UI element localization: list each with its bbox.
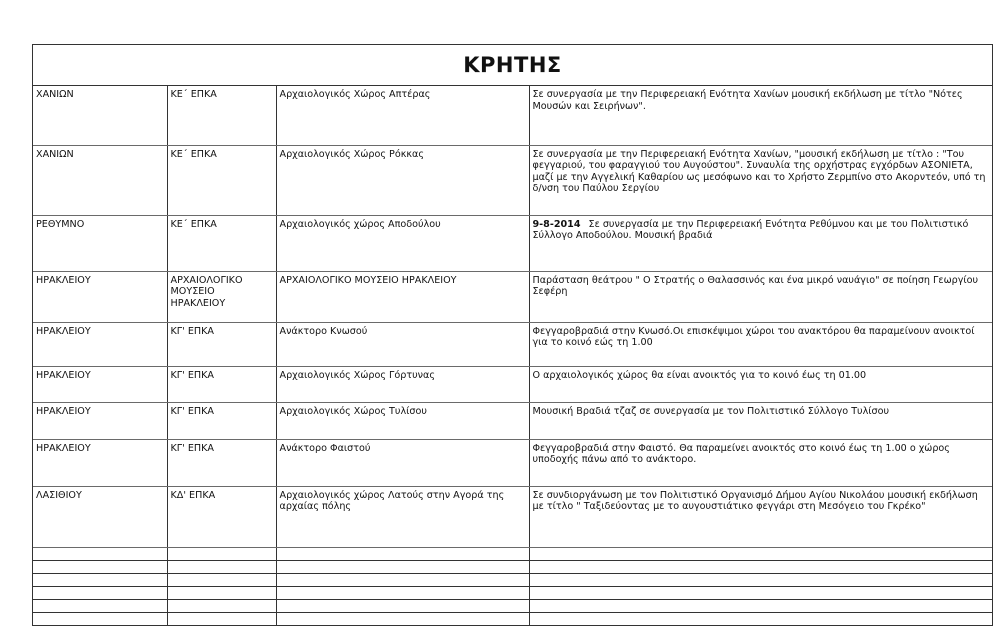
event-date: 9-8-2014: [532, 218, 581, 230]
empty-cell: [529, 560, 992, 573]
description-text: Σε συνδιοργάνωση με τον Πολιτιστικό Οργανισμό Δήμου Αγίου Νικολάου μουσική εκδήλωση με τίτλο " Ταξιδεύοντας με το αυγουστιάτικο φεγγάρι στη Μεσόγειο του Γκρέκο": [532, 489, 978, 513]
site-cell: Αρχαιολογικός Χώρος Γόρτυνας: [276, 366, 529, 402]
empty-cell: [276, 612, 529, 625]
empty-table-row: [33, 573, 992, 586]
empty-table-row: [33, 586, 992, 599]
empty-table-row: [33, 547, 992, 560]
description-cell: [529, 439, 992, 486]
table-row: [33, 145, 992, 215]
department-cell: ΚΓ' ΕΠΚΑ: [167, 322, 276, 366]
empty-cell: [167, 573, 276, 586]
events-table: [33, 86, 992, 625]
region-cell: ΛΑΣΙΘΙΟΥ: [33, 486, 167, 547]
region-cell: ΗΡΑΚΛΕΙΟΥ: [33, 271, 167, 322]
empty-cell: [529, 573, 992, 586]
description-cell: [529, 215, 992, 271]
empty-cell: [33, 547, 167, 560]
description-text: Φεγγαροβραδιά στην Φαιστό. Θα παραμείνει ανοικτός στο κοινό έως τη 1.00 ο χώρος υποδοχής πάνω από το ανάκτορο.: [532, 442, 950, 466]
description-cell: [529, 402, 992, 439]
table-row: [33, 215, 992, 271]
empty-cell: [276, 573, 529, 586]
page-title: ΚΡΗΤΗΣ: [33, 45, 992, 86]
empty-cell: [33, 586, 167, 599]
description-text: Ο αρχαιολογικός χώρος θα είναι ανοικτός για το κοινό έως τη 01.00: [532, 369, 867, 381]
description-cell: [529, 322, 992, 366]
description-text: Μουσική Βραδιά τζαζ σε συνεργασία με τον Πολιτιστικό Σύλλογο Τυλίσου: [532, 405, 890, 417]
region-cell: ΡΕΘΥΜΝΟ: [33, 215, 167, 271]
empty-cell: [276, 586, 529, 599]
site-cell: ΑΡΧΑΙΟΛΟΓΙΚΟ ΜΟΥΣΕΙΟ ΗΡΑΚΛΕΙΟΥ: [276, 271, 529, 322]
region-cell: ΗΡΑΚΛΕΙΟΥ: [33, 322, 167, 366]
department-cell: ΚΔ' ΕΠΚΑ: [167, 486, 276, 547]
events-table-sheet: [32, 44, 993, 626]
table-row: [33, 402, 992, 439]
description-cell: [529, 271, 992, 322]
table-row: [33, 322, 992, 366]
site-cell: Αρχαιολογικός Χώρος Απτέρας: [276, 86, 529, 145]
description-cell: [529, 145, 992, 215]
empty-cell: [529, 599, 992, 612]
table-row: [33, 439, 992, 486]
region-cell: ΗΡΑΚΛΕΙΟΥ: [33, 439, 167, 486]
empty-cell: [276, 560, 529, 573]
empty-cell: [33, 560, 167, 573]
region-cell: ΧΑΝΙΩΝ: [33, 86, 167, 145]
empty-cell: [167, 560, 276, 573]
empty-table-row: [33, 599, 992, 612]
region-cell: ΧΑΝΙΩΝ: [33, 145, 167, 215]
empty-cell: [33, 573, 167, 586]
table-row: [33, 271, 992, 322]
site-cell: Αρχαιολογικός Χώρος Τυλίσου: [276, 402, 529, 439]
empty-cell: [33, 599, 167, 612]
empty-cell: [529, 547, 992, 560]
empty-cell: [167, 599, 276, 612]
empty-cell: [167, 612, 276, 625]
empty-cell: [276, 547, 529, 560]
department-cell: ΚΓ' ΕΠΚΑ: [167, 439, 276, 486]
department-cell: ΚΕ΄ ΕΠΚΑ: [167, 215, 276, 271]
region-cell: ΗΡΑΚΛΕΙΟΥ: [33, 402, 167, 439]
description-cell: [529, 86, 992, 145]
description-text: Σε συνεργασία με την Περιφερειακή Ενότητα Ρεθύμνου και με του Πολιτιστικό Σύλλογο Αποδούλου. Μουσική βραδιά: [532, 218, 969, 242]
site-cell: Ανάκτορο Κνωσού: [276, 322, 529, 366]
table-row: [33, 86, 992, 145]
empty-table-row: [33, 612, 992, 625]
empty-cell: [276, 599, 529, 612]
site-cell: Αρχαιολογικός χώρος Αποδούλου: [276, 215, 529, 271]
site-cell: Ανάκτορο Φαιστού: [276, 439, 529, 486]
empty-cell: [167, 586, 276, 599]
table-row: [33, 366, 992, 402]
description-text: Σε συνεργασία με την Περιφερειακή Ενότητα Χανίων μουσική εκδήλωση με τίτλο "Νότες Μουσών και Σειρήνων".: [532, 89, 963, 112]
table-row: [33, 486, 992, 547]
description-text: Φεγγαροβραδιά στην Κνωσό.Οι επισκέψιμοι χώροι του ανακτόρου θα παραμείνουν ανοικτοί για το κοινό εώς τη 1.00: [532, 325, 975, 349]
empty-cell: [33, 612, 167, 625]
department-cell: ΚΓ' ΕΠΚΑ: [167, 402, 276, 439]
department-cell: ΚΕ΄ ΕΠΚΑ: [167, 86, 276, 145]
site-cell: Αρχαιολογικός χώρος Λατούς στην Αγορά της αρχαίας πόλης: [276, 486, 529, 547]
description-text: Σε συνεργασία με την Περιφερειακή Ενότητα Χανίων, "μουσική εκδήλωση με τίτλο : "Του φεγγαριού, του φαραγγιού του Αυγούστου". Συναυλία της ορχήστρας εγχόρδων ΑΣΟΝΙΕΤΑ, μαζί με την Αγγελική Καθαρίου ως μεσόφωνο και το Χρήστο Ζερμπίνο στο Ακορντεόν, υπό τη δ/νση του Παύλου Σεργίου: [532, 148, 986, 195]
empty-table-row: [33, 560, 992, 573]
region-cell: ΗΡΑΚΛΕΙΟΥ: [33, 366, 167, 402]
site-cell: Αρχαιολογικός Χώρος Ρόκκας: [276, 145, 529, 215]
description-cell: [529, 366, 992, 402]
description-cell: [529, 486, 992, 547]
empty-cell: [167, 547, 276, 560]
empty-cell: [529, 586, 992, 599]
empty-cell: [529, 612, 992, 625]
department-cell: ΚΕ΄ ΕΠΚΑ: [167, 145, 276, 215]
description-text: Παράσταση θεάτρου " Ο Στρατής ο Θαλασσινός και ένα μικρό ναυάγιο" σε ποίηση Γεωργίου Σεφέρη: [532, 274, 979, 298]
department-cell: ΚΓ' ΕΠΚΑ: [167, 366, 276, 402]
department-cell: ΑΡΧΑΙΟΛΟΓΙΚΟ ΜΟΥΣΕΙΟ ΗΡΑΚΛΕΙΟΥ: [167, 271, 276, 322]
